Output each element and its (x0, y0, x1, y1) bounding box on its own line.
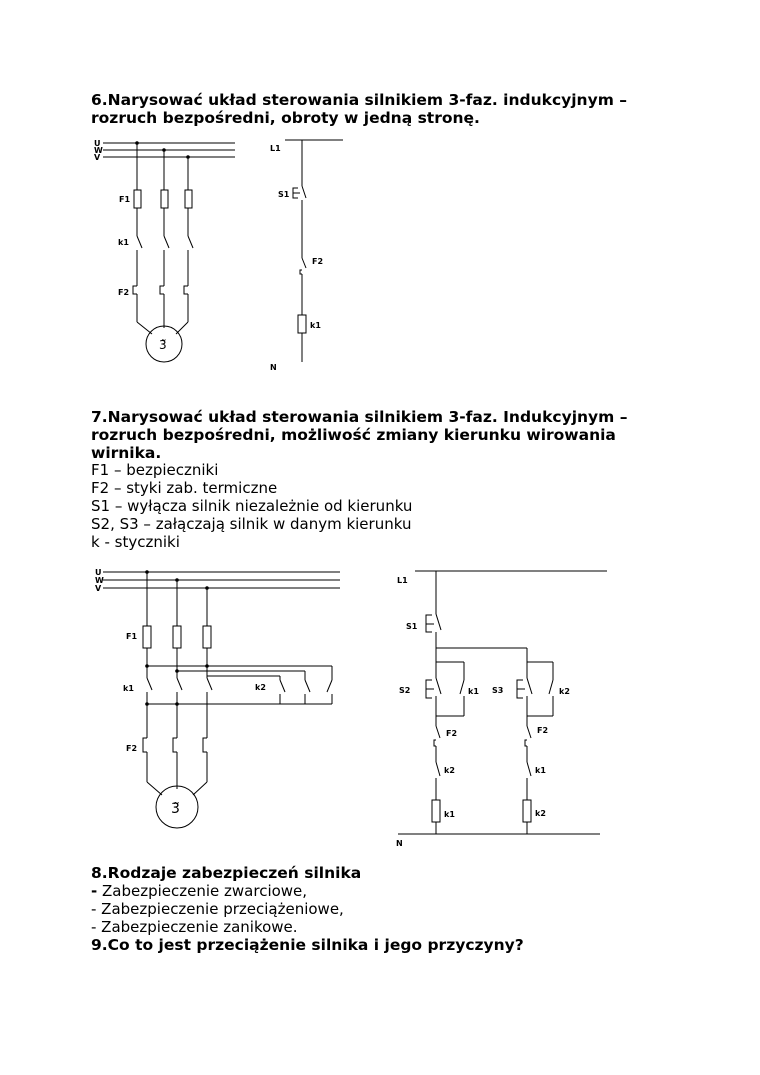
legend-item: k - styczniki (91, 533, 180, 551)
coil-k1-label: k1 (444, 810, 455, 819)
start-s2-label: S2 (399, 686, 411, 695)
protection-item-text: Zabezpieczenie zwarciowe, (97, 882, 308, 900)
section9 (91, 936, 691, 954)
section6-heading-line1: 6.Narysować układ sterowania silnikiem 3-faz. indukcyjnym – (91, 91, 627, 109)
section9-heading: 9.Co to jest przeciążenie silnika i jego przyczyny? (91, 936, 524, 954)
thermal-f2-label: F2 (446, 729, 458, 738)
thermal-label: F2 (126, 744, 138, 753)
hold-k2-label: k2 (559, 687, 570, 696)
phase-w-label: W (95, 576, 104, 585)
phase-u-label: U (95, 568, 102, 577)
legend-item: S2, S3 – załączają silnik w danym kierunku (91, 515, 412, 533)
phase-w-label: W (94, 146, 103, 155)
contactor-k2-label: k2 (255, 683, 266, 692)
neutral-label: N (396, 839, 403, 848)
section7-heading-line1: 7.Narysować układ sterowania silnikiem 3-faz. Indukcyjnym – (91, 408, 628, 426)
section8 (91, 864, 691, 936)
switch-s1-label: S1 (278, 190, 290, 199)
thermal-f2-label: F2 (312, 257, 324, 266)
motor-label: 3̃ (159, 338, 167, 352)
contactor-k1-label: k1 (123, 684, 134, 693)
protection-item: - Zabezpieczenie zanikowe. (91, 918, 298, 936)
interlock-k1-label: k1 (535, 766, 546, 775)
bullet-dash: - (91, 882, 98, 900)
legend-item: F1 – bezpieczniki (91, 461, 219, 479)
fuse-label: F1 (119, 195, 131, 204)
thermal-label: F2 (118, 288, 130, 297)
start-s3-label: S3 (492, 686, 504, 695)
legend-item: S1 – wyłącza silnik niezależnie od kierunku (91, 497, 413, 515)
control-branch-k2 (517, 648, 553, 834)
line-l1-label: L1 (270, 144, 281, 153)
section7-heading-line3: wirnika. (91, 444, 162, 462)
coil-k1-label: k1 (310, 321, 321, 330)
section8-heading: 8.Rodzaje zabezpieczeń silnika (91, 864, 362, 882)
protection-item: - Zabezpieczenie przeciążeniowe, (91, 900, 344, 918)
motor-label: 3̃ (171, 801, 180, 817)
interlock-k2-label: k2 (444, 766, 455, 775)
phase-v-label: V (94, 153, 101, 162)
line-l1-label: L1 (397, 576, 408, 585)
fuse-label: F1 (126, 632, 138, 641)
section6-heading-line2: rozruch bezpośredni, obroty w jedną stronę. (91, 109, 480, 127)
thermal-f2-label: F2 (537, 726, 549, 735)
phase-v-label: V (95, 584, 102, 593)
phase-u-label: U (94, 139, 101, 148)
contactor-label: k1 (118, 238, 129, 247)
hold-k1-label: k1 (468, 687, 479, 696)
neutral-label: N (270, 363, 277, 372)
stop-s1-label: S1 (406, 622, 418, 631)
coil-k2-label: k2 (535, 809, 546, 818)
legend-item: F2 – styki zab. termiczne (91, 479, 278, 497)
protection-item (91, 882, 691, 900)
section7-heading-line2: rozruch bezpośredni, możliwość zmiany kierunku wirowania (91, 426, 616, 444)
control-branch-k1 (426, 648, 464, 834)
